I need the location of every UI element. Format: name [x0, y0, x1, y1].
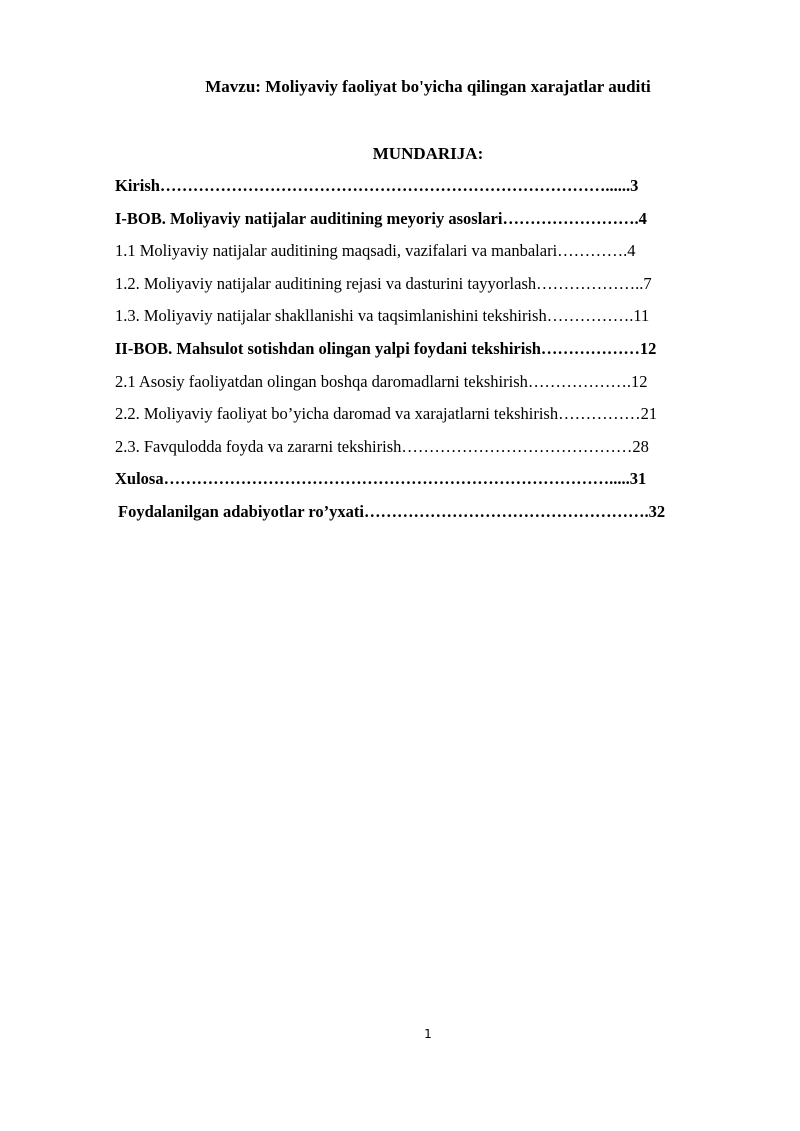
toc-entry-section-1-3: 1.3. Moliyaviy natijalar shakllanishi va taqsimlanishini tekshirish…………….11	[115, 306, 650, 326]
toc-entry-chapter-2: II-BOB. Mahsulot sotishdan olingan yalpi foydani tekshirish………………12	[115, 338, 657, 358]
toc-entry-section-2-3: 2.3. Favqulodda foyda va zararni tekshirish……………………………………28	[115, 436, 649, 456]
toc-entry-chapter-1: I-BOB. Moliyaviy natijalar auditining meyoriy asoslari…………………….4	[115, 208, 647, 228]
toc-entry-section-1-2: 1.2. Moliyaviy natijalar auditining rejasi va dasturini tayyorlash………………..7	[115, 273, 652, 293]
table-of-contents	[115, 172, 755, 531]
toc-heading: MUNDARIJA:	[372, 144, 484, 163]
toc-entry-section-2-1: 2.1 Asosiy faoliyatdan olingan boshqa daromadlarni tekshirish……………….12	[115, 371, 648, 391]
toc-entry-xulosa: Xulosa……………………………………………………………………….....31	[115, 469, 647, 489]
toc-entry-section-1-1: 1.1 Moliyaviy natijalar auditining maqsadi, vazifalari va manbalari………….4	[115, 241, 636, 261]
document-title: Mavzu: Moliyaviy faoliyat bo'yicha qilingan xarajatlar auditi	[205, 77, 651, 96]
toc-entry-references: Foydalanilgan adabiyotlar ro’yxati…………………………………………….32	[118, 501, 666, 521]
toc-entry-kirish: Kirish………………………………………………………………………......3	[115, 176, 639, 195]
toc-entry-section-2-2: 2.2. Moliyaviy faoliyat bo’yicha daromad va xarajatlarni tekshirish……………21	[115, 404, 658, 424]
page-number: 1	[424, 1027, 432, 1041]
